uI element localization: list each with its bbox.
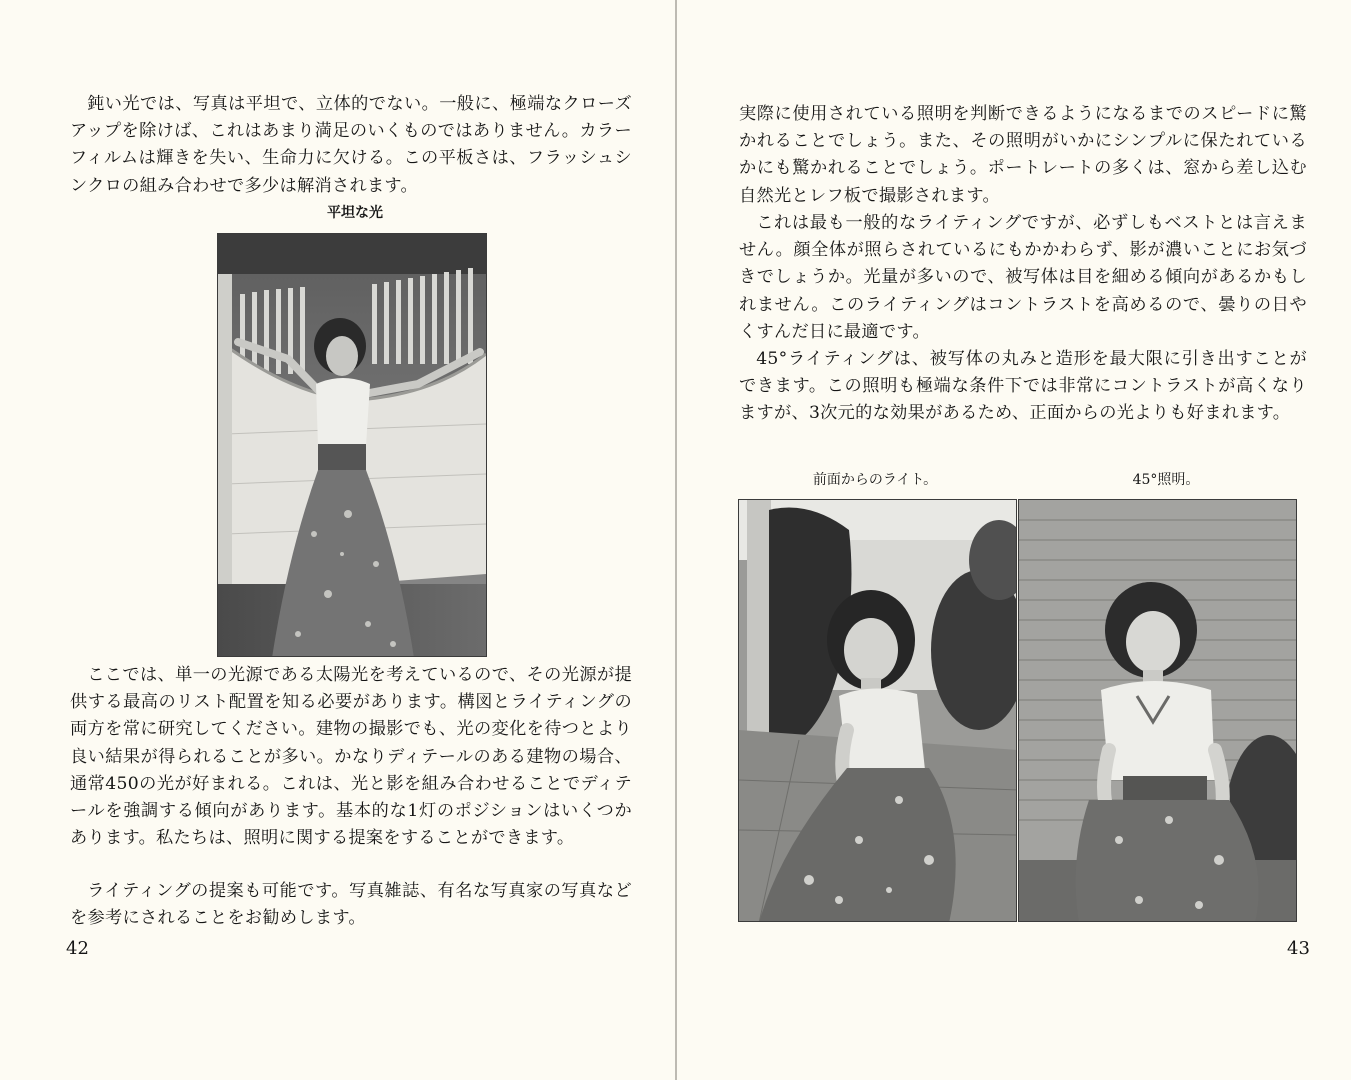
- photo-front-light-portrait: [738, 499, 1017, 922]
- left-paragraph-2: ここでは、単一の光源である太陽光を考えているので、その光源が提供する最高のリスト配置を知る必要があります。構図とライティングの両方を常に研究してください。建物の撮影でも、光の変化を待つとより良い結果が得られることが多い。かなりディテールのある建物の場合、通常450の光が好まれる。これは、光と影を組み合わせることでディテールを強調する傾向があります。基本的な1灯のポジションはいくつかあります。私たちは、照明に関する提案をすることができます。: [70, 665, 632, 849]
- right-paragraph-3: 45°ライティングは、被写体の丸みと造形を最大限に引き出すことができます。この照明も極端な条件下では非常にコントラストが高くなりますが、3次元的な効果があるため、正面からの光よりも好まれます。: [739, 349, 1307, 424]
- right-page: [677, 0, 1351, 1080]
- right-paragraph-2: これは最も一般的なライティングですが、必ずしもベストとは言えません。顔全体が照らされているにもかかわらず、影が濃いことにお気づきでしょうか。光量が多いので、被写体は目を細める傾向があるかもしれません。このライティングはコントラストを高めるので、曇りの日やくすんだ日に最適です。: [739, 213, 1307, 342]
- left-paragraph-1: 鈍い光では、写真は平坦で、立体的でない。一般に、極端なクローズアップを除けば、これはあまり満足のいくものではありません。カラーフィルムは輝きを失い、生命力に欠ける。この平板さは、フラッシュシンクロの組み合わせで多少は解消されます。: [70, 94, 632, 196]
- right-paragraph-1: 実際に使用されている照明を判断できるようになるまでのスピードに驚かれることでしょう。また、その照明がいかにシンプルに保たれているかにも驚かれることでしょう。ポートレートの多くは、窓から差し込む自然光とレフ板で撮影されます。: [739, 104, 1307, 206]
- caption-45-degree-light: 45°照明。: [1132, 472, 1200, 488]
- caption-front-light: 前面からのライト。: [812, 472, 938, 488]
- page-number-right: 43: [1287, 938, 1310, 959]
- left-paragraph-3: ライティングの提案も可能です。写真雑誌、有名な写真家の写真などを参考にされることをお勧めします。: [70, 881, 632, 929]
- photo-45-degree-light-portrait: [1018, 499, 1297, 922]
- left-page: [0, 0, 675, 1080]
- photo-flat-light-woman-at-gate: [217, 233, 487, 657]
- page-number-left: 42: [66, 938, 89, 959]
- figure-caption-flat-light: 平坦な光: [327, 205, 383, 221]
